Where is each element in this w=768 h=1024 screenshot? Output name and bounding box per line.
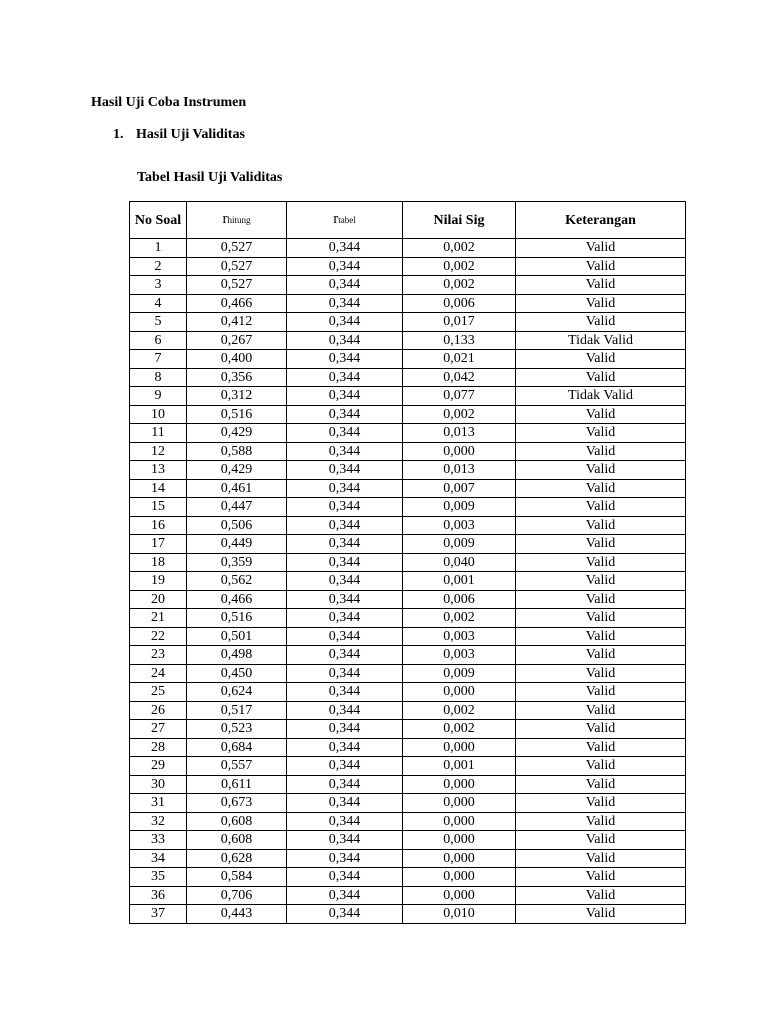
cell-keterangan: Valid — [516, 886, 686, 905]
cell-r-tabel: 0,344 — [287, 276, 403, 295]
cell-no-soal: 4 — [130, 294, 187, 313]
table-row — [130, 257, 686, 276]
cell-keterangan: Valid — [516, 498, 686, 517]
cell-r-hitung: 0,506 — [187, 516, 287, 535]
table-row — [130, 498, 686, 517]
cell-nilai-sig: 0,009 — [403, 498, 516, 517]
cell-no-soal: 13 — [130, 461, 187, 480]
cell-nilai-sig: 0,021 — [403, 350, 516, 369]
header-r-tabel — [287, 202, 403, 239]
header-r-tabel-sub: tabel — [338, 215, 356, 225]
table-row — [130, 849, 686, 868]
cell-r-hitung: 0,429 — [187, 424, 287, 443]
cell-nilai-sig: 0,001 — [403, 757, 516, 776]
table-row — [130, 664, 686, 683]
cell-r-tabel: 0,344 — [287, 461, 403, 480]
table-row — [130, 905, 686, 924]
table-row — [130, 405, 686, 424]
cell-no-soal: 36 — [130, 886, 187, 905]
table-row — [130, 590, 686, 609]
table-row — [130, 720, 686, 739]
table-row — [130, 442, 686, 461]
cell-nilai-sig: 0,000 — [403, 794, 516, 813]
cell-nilai-sig: 0,003 — [403, 516, 516, 535]
cell-no-soal: 25 — [130, 683, 187, 702]
header-r-hitung-main: r — [222, 211, 228, 227]
table-row — [130, 831, 686, 850]
cell-r-hitung: 0,608 — [187, 831, 287, 850]
cell-r-hitung: 0,684 — [187, 738, 287, 757]
cell-nilai-sig: 0,002 — [403, 609, 516, 628]
cell-r-hitung: 0,527 — [187, 239, 287, 258]
cell-keterangan: Valid — [516, 257, 686, 276]
cell-r-tabel: 0,344 — [287, 572, 403, 591]
cell-r-hitung: 0,312 — [187, 387, 287, 406]
cell-nilai-sig: 0,006 — [403, 294, 516, 313]
cell-r-tabel: 0,344 — [287, 331, 403, 350]
validity-table — [129, 201, 686, 924]
cell-keterangan: Valid — [516, 350, 686, 369]
table-header — [130, 202, 686, 239]
header-keterangan: Keterangan — [516, 202, 686, 239]
cell-nilai-sig: 0,000 — [403, 442, 516, 461]
cell-keterangan: Valid — [516, 701, 686, 720]
cell-r-hitung: 0,447 — [187, 498, 287, 517]
cell-nilai-sig: 0,010 — [403, 905, 516, 924]
cell-no-soal: 32 — [130, 812, 187, 831]
cell-r-hitung: 0,588 — [187, 442, 287, 461]
header-nilai-sig: Nilai Sig — [403, 202, 516, 239]
cell-no-soal: 18 — [130, 553, 187, 572]
cell-r-hitung: 0,501 — [187, 627, 287, 646]
table-body — [130, 239, 686, 924]
cell-r-hitung: 0,523 — [187, 720, 287, 739]
cell-r-hitung: 0,673 — [187, 794, 287, 813]
table-row — [130, 424, 686, 443]
cell-nilai-sig: 0,002 — [403, 239, 516, 258]
cell-keterangan: Valid — [516, 313, 686, 332]
cell-nilai-sig: 0,000 — [403, 775, 516, 794]
cell-no-soal: 8 — [130, 368, 187, 387]
table-caption: Tabel Hasil Uji Validitas — [137, 170, 283, 185]
cell-no-soal: 29 — [130, 757, 187, 776]
cell-nilai-sig: 0,002 — [403, 257, 516, 276]
cell-no-soal: 10 — [130, 405, 187, 424]
header-no-soal: No Soal — [130, 202, 187, 239]
cell-r-hitung: 0,517 — [187, 701, 287, 720]
cell-keterangan: Valid — [516, 424, 686, 443]
cell-keterangan: Valid — [516, 905, 686, 924]
cell-r-hitung: 0,527 — [187, 276, 287, 295]
cell-keterangan: Valid — [516, 461, 686, 480]
cell-keterangan: Valid — [516, 479, 686, 498]
table-row — [130, 868, 686, 887]
cell-keterangan: Valid — [516, 442, 686, 461]
table-row — [130, 368, 686, 387]
cell-keterangan: Valid — [516, 794, 686, 813]
cell-keterangan: Valid — [516, 849, 686, 868]
cell-r-tabel: 0,344 — [287, 646, 403, 665]
cell-keterangan: Valid — [516, 276, 686, 295]
cell-r-hitung: 0,461 — [187, 479, 287, 498]
cell-r-tabel: 0,344 — [287, 405, 403, 424]
cell-no-soal: 24 — [130, 664, 187, 683]
cell-keterangan: Tidak Valid — [516, 387, 686, 406]
cell-keterangan: Valid — [516, 553, 686, 572]
cell-r-hitung: 0,466 — [187, 590, 287, 609]
table-row — [130, 572, 686, 591]
cell-keterangan: Valid — [516, 535, 686, 554]
cell-keterangan: Valid — [516, 720, 686, 739]
cell-no-soal: 7 — [130, 350, 187, 369]
cell-no-soal: 20 — [130, 590, 187, 609]
cell-no-soal: 5 — [130, 313, 187, 332]
table-row — [130, 535, 686, 554]
cell-r-hitung: 0,267 — [187, 331, 287, 350]
cell-nilai-sig: 0,013 — [403, 461, 516, 480]
table-row — [130, 757, 686, 776]
cell-no-soal: 14 — [130, 479, 187, 498]
cell-r-tabel: 0,344 — [287, 424, 403, 443]
cell-r-tabel: 0,344 — [287, 553, 403, 572]
table-row — [130, 294, 686, 313]
section-title: Hasil Uji Validitas — [136, 127, 245, 142]
cell-r-tabel: 0,344 — [287, 479, 403, 498]
cell-nilai-sig: 0,009 — [403, 535, 516, 554]
table-row — [130, 794, 686, 813]
cell-nilai-sig: 0,133 — [403, 331, 516, 350]
cell-r-tabel: 0,344 — [287, 590, 403, 609]
cell-no-soal: 34 — [130, 849, 187, 868]
cell-r-tabel: 0,344 — [287, 498, 403, 517]
header-r-tabel-main: r — [333, 211, 339, 227]
cell-no-soal: 1 — [130, 239, 187, 258]
cell-no-soal: 37 — [130, 905, 187, 924]
table-row — [130, 461, 686, 480]
table-row — [130, 331, 686, 350]
cell-r-tabel: 0,344 — [287, 831, 403, 850]
cell-r-hitung: 0,527 — [187, 257, 287, 276]
cell-r-hitung: 0,400 — [187, 350, 287, 369]
cell-nilai-sig: 0,002 — [403, 701, 516, 720]
table-row — [130, 553, 686, 572]
cell-r-hitung: 0,429 — [187, 461, 287, 480]
table-row — [130, 350, 686, 369]
cell-keterangan: Valid — [516, 590, 686, 609]
cell-r-hitung: 0,412 — [187, 313, 287, 332]
cell-no-soal: 17 — [130, 535, 187, 554]
cell-r-hitung: 0,516 — [187, 405, 287, 424]
header-row — [130, 202, 686, 239]
section-number: 1. — [113, 127, 124, 142]
cell-no-soal: 19 — [130, 572, 187, 591]
cell-nilai-sig: 0,077 — [403, 387, 516, 406]
table-row — [130, 516, 686, 535]
table-row — [130, 479, 686, 498]
cell-no-soal: 33 — [130, 831, 187, 850]
table-row — [130, 313, 686, 332]
cell-keterangan: Valid — [516, 775, 686, 794]
cell-nilai-sig: 0,000 — [403, 849, 516, 868]
cell-r-tabel: 0,344 — [287, 886, 403, 905]
cell-no-soal: 3 — [130, 276, 187, 295]
cell-nilai-sig: 0,002 — [403, 276, 516, 295]
cell-r-tabel: 0,344 — [287, 294, 403, 313]
table-row — [130, 701, 686, 720]
cell-r-hitung: 0,706 — [187, 886, 287, 905]
table-row — [130, 683, 686, 702]
cell-nilai-sig: 0,003 — [403, 646, 516, 665]
table-row — [130, 609, 686, 628]
cell-keterangan: Tidak Valid — [516, 331, 686, 350]
cell-r-tabel: 0,344 — [287, 368, 403, 387]
cell-keterangan: Valid — [516, 757, 686, 776]
cell-nilai-sig: 0,000 — [403, 683, 516, 702]
cell-r-hitung: 0,359 — [187, 553, 287, 572]
cell-r-hitung: 0,628 — [187, 849, 287, 868]
cell-keterangan: Valid — [516, 683, 686, 702]
cell-r-tabel: 0,344 — [287, 720, 403, 739]
cell-r-hitung: 0,557 — [187, 757, 287, 776]
cell-no-soal: 12 — [130, 442, 187, 461]
cell-nilai-sig: 0,007 — [403, 479, 516, 498]
cell-keterangan: Valid — [516, 405, 686, 424]
cell-r-tabel: 0,344 — [287, 812, 403, 831]
table-row — [130, 886, 686, 905]
cell-no-soal: 31 — [130, 794, 187, 813]
cell-nilai-sig: 0,002 — [403, 720, 516, 739]
cell-r-tabel: 0,344 — [287, 535, 403, 554]
cell-r-tabel: 0,344 — [287, 757, 403, 776]
cell-keterangan: Valid — [516, 831, 686, 850]
cell-no-soal: 2 — [130, 257, 187, 276]
cell-nilai-sig: 0,006 — [403, 590, 516, 609]
cell-no-soal: 27 — [130, 720, 187, 739]
cell-r-hitung: 0,562 — [187, 572, 287, 591]
cell-r-tabel: 0,344 — [287, 683, 403, 702]
table-row — [130, 276, 686, 295]
cell-no-soal: 23 — [130, 646, 187, 665]
cell-r-hitung: 0,498 — [187, 646, 287, 665]
cell-r-hitung: 0,449 — [187, 535, 287, 554]
cell-r-hitung: 0,356 — [187, 368, 287, 387]
cell-keterangan: Valid — [516, 294, 686, 313]
cell-keterangan: Valid — [516, 868, 686, 887]
cell-r-hitung: 0,450 — [187, 664, 287, 683]
cell-r-hitung: 0,624 — [187, 683, 287, 702]
cell-nilai-sig: 0,013 — [403, 424, 516, 443]
table-row — [130, 646, 686, 665]
table-row — [130, 775, 686, 794]
cell-r-hitung: 0,584 — [187, 868, 287, 887]
header-r-hitung-sub: hitung — [227, 215, 251, 225]
cell-no-soal: 11 — [130, 424, 187, 443]
table-row — [130, 738, 686, 757]
cell-no-soal: 16 — [130, 516, 187, 535]
cell-r-tabel: 0,344 — [287, 627, 403, 646]
cell-keterangan: Valid — [516, 572, 686, 591]
cell-r-tabel: 0,344 — [287, 350, 403, 369]
document-heading: Hasil Uji Coba Instrumen — [91, 95, 247, 110]
header-r-hitung — [187, 202, 287, 239]
cell-r-tabel: 0,344 — [287, 313, 403, 332]
table-row — [130, 812, 686, 831]
cell-keterangan: Valid — [516, 368, 686, 387]
cell-keterangan: Valid — [516, 738, 686, 757]
cell-nilai-sig: 0,000 — [403, 868, 516, 887]
cell-nilai-sig: 0,000 — [403, 886, 516, 905]
cell-nilai-sig: 0,003 — [403, 627, 516, 646]
table-row — [130, 627, 686, 646]
table-row — [130, 239, 686, 258]
cell-r-tabel: 0,344 — [287, 905, 403, 924]
cell-no-soal: 28 — [130, 738, 187, 757]
cell-r-tabel: 0,344 — [287, 609, 403, 628]
cell-nilai-sig: 0,042 — [403, 368, 516, 387]
cell-r-tabel: 0,344 — [287, 664, 403, 683]
cell-r-tabel: 0,344 — [287, 516, 403, 535]
cell-r-tabel: 0,344 — [287, 239, 403, 258]
cell-r-hitung: 0,443 — [187, 905, 287, 924]
cell-nilai-sig: 0,009 — [403, 664, 516, 683]
cell-no-soal: 15 — [130, 498, 187, 517]
cell-no-soal: 22 — [130, 627, 187, 646]
cell-keterangan: Valid — [516, 516, 686, 535]
cell-keterangan: Valid — [516, 664, 686, 683]
cell-no-soal: 35 — [130, 868, 187, 887]
cell-nilai-sig: 0,000 — [403, 831, 516, 850]
cell-r-hitung: 0,516 — [187, 609, 287, 628]
cell-keterangan: Valid — [516, 646, 686, 665]
cell-r-tabel: 0,344 — [287, 849, 403, 868]
cell-no-soal: 30 — [130, 775, 187, 794]
cell-keterangan: Valid — [516, 812, 686, 831]
cell-no-soal: 21 — [130, 609, 187, 628]
cell-no-soal: 6 — [130, 331, 187, 350]
cell-nilai-sig: 0,001 — [403, 572, 516, 591]
cell-r-tabel: 0,344 — [287, 775, 403, 794]
cell-nilai-sig: 0,002 — [403, 405, 516, 424]
cell-r-tabel: 0,344 — [287, 257, 403, 276]
cell-r-tabel: 0,344 — [287, 387, 403, 406]
cell-nilai-sig: 0,000 — [403, 812, 516, 831]
cell-keterangan: Valid — [516, 609, 686, 628]
cell-nilai-sig: 0,017 — [403, 313, 516, 332]
cell-r-tabel: 0,344 — [287, 794, 403, 813]
cell-r-tabel: 0,344 — [287, 868, 403, 887]
cell-r-hitung: 0,608 — [187, 812, 287, 831]
cell-r-hitung: 0,611 — [187, 775, 287, 794]
section-heading — [113, 126, 245, 144]
cell-no-soal: 9 — [130, 387, 187, 406]
cell-r-tabel: 0,344 — [287, 442, 403, 461]
cell-nilai-sig: 0,000 — [403, 738, 516, 757]
cell-r-hitung: 0,466 — [187, 294, 287, 313]
cell-no-soal: 26 — [130, 701, 187, 720]
cell-keterangan: Valid — [516, 239, 686, 258]
table-row — [130, 387, 686, 406]
cell-r-tabel: 0,344 — [287, 738, 403, 757]
cell-keterangan: Valid — [516, 627, 686, 646]
cell-nilai-sig: 0,040 — [403, 553, 516, 572]
cell-r-tabel: 0,344 — [287, 701, 403, 720]
